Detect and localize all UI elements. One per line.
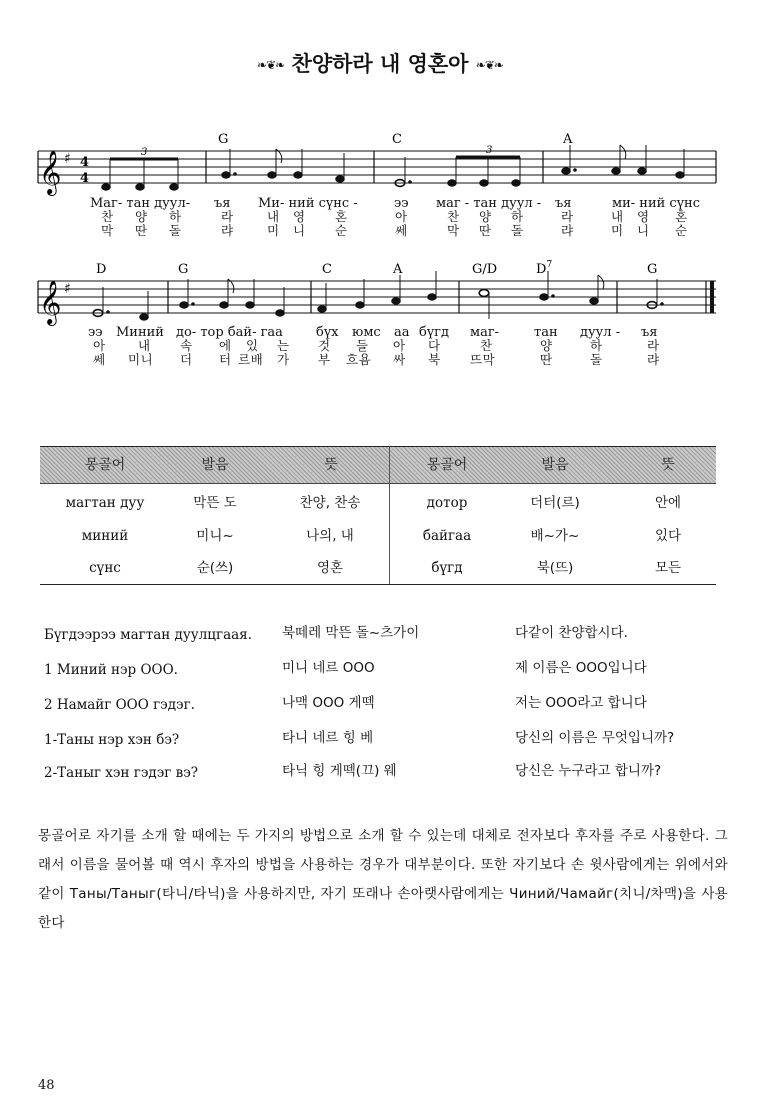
lyric-ko: 아	[93, 338, 106, 353]
time-signature-bottom: 4	[80, 171, 90, 186]
vocab-cell: 나의, 내	[306, 528, 354, 544]
vocab-header: 몽골어	[426, 457, 468, 473]
vocab-cell: 찬양, 찬송	[299, 495, 361, 511]
lyric-ko: 터	[219, 352, 232, 367]
chord-label: A	[563, 132, 573, 147]
time-signature-top: 4	[80, 155, 90, 170]
staff-row-2	[0, 253, 760, 328]
lyric-mn: тан	[534, 325, 558, 340]
lyric-ko: 속	[180, 338, 193, 353]
vocab-cell: 더터(르)	[530, 495, 580, 511]
vocab-cell: 영혼	[316, 560, 344, 576]
vocab-cell: бүгд	[431, 560, 463, 576]
lyric-mn: маг-	[470, 325, 500, 340]
staff-lines	[38, 281, 716, 313]
lyric-ko: 북	[428, 352, 441, 367]
phrase-meaning: 당신은 누구라고 합니까?	[515, 763, 662, 779]
chord-label: $D^7$	[536, 260, 553, 277]
lyric-mn: Маг- тан дуул-	[90, 196, 191, 211]
lyric-mn: ми- ний сүнс	[612, 196, 700, 211]
triplet-mark: 3	[141, 147, 148, 158]
chord-label: G	[647, 262, 658, 277]
lyric-ko: 있	[246, 338, 259, 353]
lyric-mn: ъя	[555, 196, 572, 211]
lyric-ko: 딴	[540, 352, 553, 367]
vocab-cell: 배~가~	[530, 528, 580, 544]
vocab-header: 뜻	[661, 457, 675, 473]
lyric-ko: 딴	[135, 223, 148, 238]
lyric-ko: 가	[277, 352, 290, 367]
chord-label: G	[178, 262, 189, 277]
lyric-ko: 하	[169, 209, 182, 224]
lyric-ko: 찬	[447, 209, 460, 224]
chord-label: D	[96, 262, 107, 277]
vocab-cell: 안에	[654, 495, 682, 511]
song-title	[0, 48, 760, 78]
lyric-ko: 에	[219, 338, 232, 353]
phrase-pronunciation: 미니 네르 OOO	[282, 660, 375, 676]
vocab-header: 뜻	[324, 457, 338, 473]
lyric-mn: Ми- ний сүнс -	[258, 196, 358, 211]
vocab-cell: 막뜬 도	[193, 495, 237, 511]
vocab-header: 발음	[201, 457, 229, 473]
lyric-ko: 돌	[169, 223, 182, 238]
vocab-header: 몽골어	[84, 457, 126, 473]
lyric-mn: аа	[394, 325, 410, 340]
phrase-mongolian: Бүгдээрээ магтан дуулцгаая.	[44, 627, 252, 643]
lyric-ko: 랴	[221, 223, 234, 238]
lyric-ko: 영	[293, 209, 306, 224]
lyric-ko: 니	[293, 223, 306, 238]
lyric-ko: 혼	[335, 209, 348, 224]
lyric-ko: 다	[428, 338, 441, 353]
phrase-meaning: 제 이름은 OOO입니다	[515, 660, 647, 676]
lyric-ko: 아	[393, 338, 406, 353]
lyric-mn: ээ	[394, 196, 409, 211]
vocab-table	[40, 446, 716, 585]
lyric-ko: 미니	[128, 352, 154, 367]
lyric-ko: 르배	[238, 352, 264, 367]
lyric-ko: 부	[318, 352, 331, 367]
phrase-pronunciation: 나맥 OOO 게떽	[282, 695, 375, 711]
lyric-ko: 양	[540, 338, 553, 353]
lyric-mn: маг - тан дуул -	[436, 196, 542, 211]
lyric-ko: 순	[335, 223, 348, 238]
chord-label: G	[218, 132, 229, 147]
lyric-ko: 돌	[511, 223, 524, 238]
staff-lines	[38, 151, 716, 183]
lyric-ko: 라	[561, 209, 574, 224]
lyric-ko: 딴	[479, 223, 492, 238]
treble-clef-icon: 𝄞	[39, 280, 62, 324]
lyric-mn: ъя	[214, 196, 231, 211]
staff-row-1	[0, 125, 760, 200]
vocab-cell: 모든	[654, 560, 682, 576]
lyric-ko: 내	[267, 209, 280, 224]
chord-label: A	[393, 262, 403, 277]
lyric-ko: 양	[479, 209, 492, 224]
lyric-ko: 양	[135, 209, 148, 224]
vocab-cell: сүнс	[89, 560, 121, 576]
lyric-mn: бүх	[316, 325, 339, 340]
lyric-ko: 뜨막	[470, 352, 496, 367]
lyric-ko: 영	[637, 209, 650, 224]
vocab-cell: 순(쓰)	[196, 560, 234, 576]
phrase-meaning: 저는 OOO라고 합니다	[515, 695, 647, 711]
vocab-header: 발음	[541, 457, 569, 473]
lyric-ko: 들	[356, 338, 369, 353]
lyric-ko: 라	[647, 338, 660, 353]
title-ornament-right: ❧❦❧	[475, 58, 503, 72]
notes-measure-2	[222, 149, 345, 182]
lyric-ko: 라	[221, 209, 234, 224]
sharp-icon: ♯	[64, 281, 71, 297]
phrase-mongolian: 1-Таны нэр хэн бэ?	[44, 732, 180, 748]
phrase-mongolian: 1 Миний нэр ООО.	[44, 662, 178, 678]
lyric-ko: 하	[511, 209, 524, 224]
lyric-mn: ъя	[641, 325, 658, 340]
lyric-ko: 찬	[480, 338, 493, 353]
phrase-pronunciation: 북떼레 막뜬 돌~츠가이	[282, 625, 420, 641]
lyric-ko: 랴	[561, 223, 574, 238]
song-title-text: 찬양하라 내 영혼아	[291, 52, 469, 76]
lyric-ko: 막	[101, 223, 114, 238]
lyric-ko: 는	[277, 338, 290, 353]
lyric-ko: 돌	[590, 352, 603, 367]
notes-measure-4	[562, 145, 685, 178]
vocab-cell: дотор	[426, 495, 468, 511]
title-ornament-left: ❧❦❧	[257, 58, 285, 72]
lyric-ko: 미	[267, 223, 280, 238]
phrase-pronunciation: 타니 네르 힝 베	[282, 730, 374, 746]
lyric-ko: 찬	[101, 209, 114, 224]
sharp-icon: ♯	[64, 151, 71, 167]
lyric-ko: 더	[180, 352, 193, 367]
lyric-ko: 니	[637, 223, 650, 238]
lyric-mn: ээ	[88, 325, 103, 340]
phrase-pronunciation: 타닉 힝 게떽(끄) 웨	[282, 763, 397, 779]
chord-label: C	[322, 262, 332, 277]
notes-measure-3	[395, 157, 520, 186]
chord-label: C	[392, 132, 402, 147]
vocab-cell: 북(뜨)	[536, 560, 574, 576]
lyric-ko: 랴	[647, 352, 660, 367]
lyric-ko: 순	[675, 223, 688, 238]
lyric-ko: 쎄	[395, 223, 408, 238]
lyric-ko: 것	[318, 338, 331, 353]
lyric-ko: 미	[611, 223, 624, 238]
lyric-ko: 흐욤	[346, 352, 372, 367]
vocab-divider	[389, 446, 390, 584]
lyric-mn: дуул -	[580, 325, 621, 340]
lyric-ko: 하	[590, 338, 603, 353]
vocab-cell: байгаа	[422, 528, 472, 544]
lyric-mn: юмс	[352, 325, 381, 340]
treble-clef-icon: 𝄞	[39, 150, 62, 194]
lyric-mn: Миний	[116, 325, 164, 340]
lyric-ko: 혼	[675, 209, 688, 224]
lyric-ko: 아	[395, 209, 408, 224]
vocab-cell: 미니~	[196, 528, 234, 544]
page-number: 48	[38, 1078, 55, 1093]
chord-label: G/D	[472, 262, 498, 277]
phrase-mongolian: 2-Таныг хэн гэдэг вэ?	[44, 765, 199, 781]
lyric-ko: 내	[611, 209, 624, 224]
explanation-paragraph: 몽골어로 자기를 소개 할 때에는 두 가지의 방법으로 소개 할 수 있는데 대체로 전자보다 후자를 주로 사용한다. 그래서 이름을 물어볼 때 역시 후자의 방법을 사용하는 경우가 대부분이다. 또한 자기보다 손 윗사람에게는 위에서와 같이 Таны/Таныг(타니/타닉)을 사용하지만, 자기 또래나 손아랫사람에게는 Чиний/Чамайг(치니/차맥)을 사용한다	[38, 828, 728, 931]
lyric-ko: 내	[138, 338, 151, 353]
lyric-ko: 막	[447, 223, 460, 238]
triplet-mark: 3	[486, 145, 493, 156]
phrase-mongolian: 2 Намайг ООО гэдэг.	[44, 697, 195, 713]
vocab-cell: 있다	[654, 528, 682, 544]
lyric-ko: 싸	[393, 352, 406, 367]
phrase-meaning: 다같이 찬양합시다.	[515, 625, 628, 641]
vocab-cell: миний	[81, 528, 129, 544]
lyric-mn: бүгд	[419, 325, 449, 340]
vocab-cell: магтан дуу	[65, 495, 145, 511]
phrase-meaning: 당신의 이름은 무엇입니까?	[515, 730, 675, 746]
lyric-mn: до- тор бай- гаа	[176, 325, 283, 340]
lyric-ko: 쎄	[93, 352, 106, 367]
